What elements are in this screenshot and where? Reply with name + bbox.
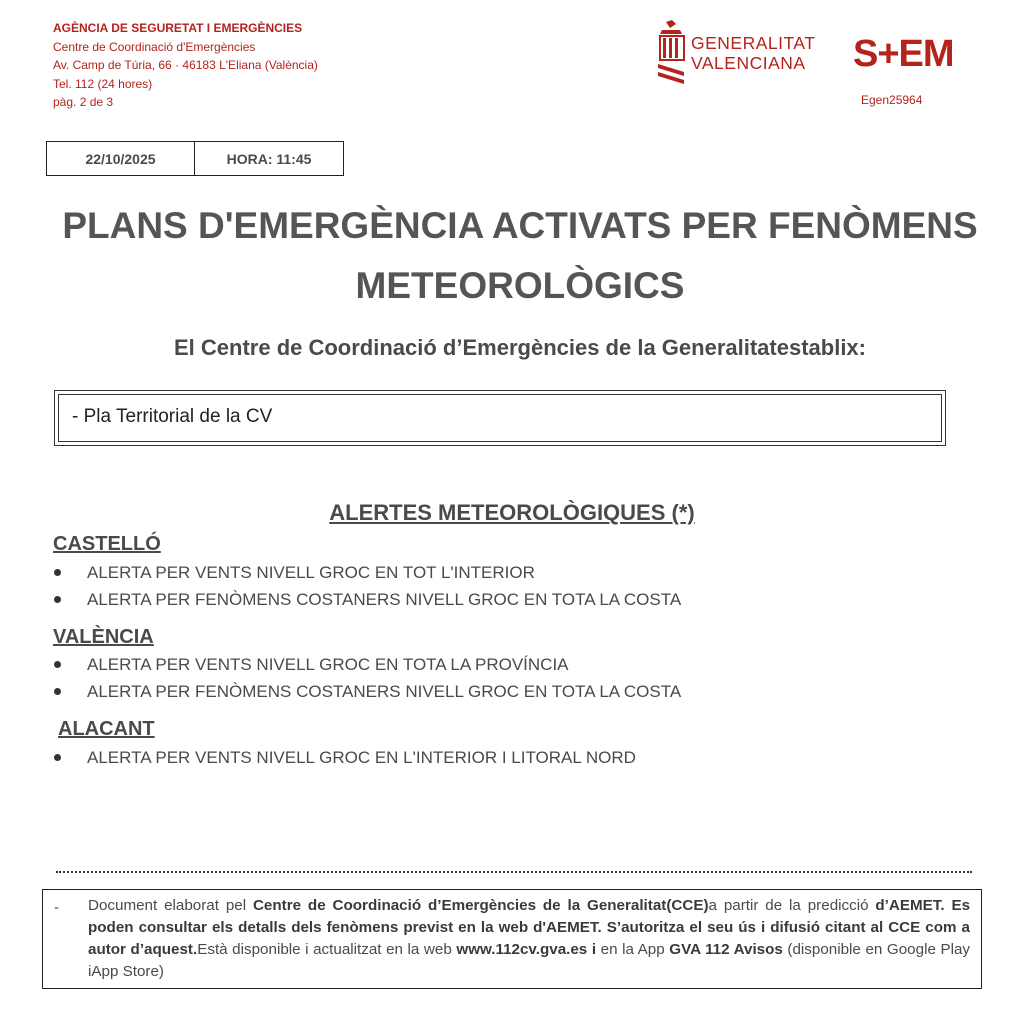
- subtitle: El Centre de Coordinació d’Emergències de la Generalitatestablix:: [174, 335, 866, 360]
- page-number: pàg. 2 de 3: [53, 95, 114, 109]
- footer-part: Document elaborat pel: [88, 897, 253, 914]
- centre-name: Centre de Coordinació d'Emergències: [53, 39, 256, 54]
- time-cell: HORA: 11:45: [226, 150, 312, 167]
- footer-note: [42, 889, 982, 989]
- website-link[interactable]: www.112cv.gva.es i: [456, 941, 597, 958]
- logo-line-2: VALENCIANA: [691, 53, 806, 73]
- footer-dash: -: [54, 899, 59, 916]
- bullet-icon: [54, 661, 61, 668]
- list-item: [0, 748, 1030, 770]
- document-id: Egen25964: [861, 93, 923, 107]
- app-name: GVA 112 Avisos: [669, 941, 783, 958]
- alert-text: ALERTA PER FENÒMENS COSTANERS NIVELL GROC EN TOTA LA COSTA: [87, 682, 682, 701]
- list-item: [0, 655, 1030, 677]
- list-item: [0, 590, 1030, 612]
- alerts-heading: ALERTES METEOROLÒGIQUES (*): [329, 500, 695, 525]
- bullet-icon: [54, 569, 61, 576]
- footer-bold-part: d’AEMET. Es poden consultar els detalls dels fenòmens previst en la web d'AEMET. S’autoritza el seu ús i difusió citant al CCE com a autor d’aquest.: [88, 897, 971, 958]
- footer-text: [88, 895, 970, 983]
- agency-name: AGÈNCIA DE SEGURETAT I EMERGÈNCIES: [53, 21, 303, 35]
- sem-logo: S+EM: [853, 33, 954, 75]
- bullet-icon: [54, 596, 61, 603]
- coat-of-arms-icon: [656, 20, 688, 86]
- bullet-icon: [54, 688, 61, 695]
- header-contact-block: [53, 19, 453, 112]
- province-heading: ALACANT: [58, 718, 155, 740]
- list-item: [0, 682, 1030, 704]
- generalitat-valenciana-logo: [656, 20, 826, 86]
- list-item: [0, 563, 1030, 585]
- bullet-icon: [54, 754, 61, 761]
- date-time-table: [46, 141, 344, 176]
- cce-name: Centre de Coordinació d’Emergències de la Generalitat(CCE): [252, 897, 709, 914]
- logo-line-1: GENERALITAT: [691, 33, 816, 53]
- active-plan: - Pla Territorial de la CV: [72, 406, 273, 427]
- active-plan-box: [54, 390, 946, 446]
- alert-text: ALERTA PER FENÒMENS COSTANERS NIVELL GROC EN TOTA LA COSTA: [87, 590, 682, 609]
- footer-part: a partir de la predicció: [708, 897, 876, 914]
- page-title: PLANS D'EMERGÈNCIA ACTIVATS PER FENÒMENS METEOROLÒGICS: [62, 205, 978, 306]
- province-heading: CASTELLÓ: [53, 533, 161, 555]
- alert-text: ALERTA PER VENTS NIVELL GROC EN TOTA LA PROVÍNCIA: [87, 655, 569, 674]
- phone: Tel. 112 (24 hores): [53, 76, 153, 91]
- footer-part: (disponible en Google Play iApp Store): [88, 941, 971, 980]
- address: Av. Camp de Túria, 66 · 46183 L'Eliana (València): [53, 58, 318, 72]
- dotted-divider: [56, 871, 972, 873]
- alert-text: ALERTA PER VENTS NIVELL GROC EN TOT L'INTERIOR: [87, 563, 535, 582]
- alert-text: ALERTA PER VENTS NIVELL GROC EN L'INTERIOR I LITORAL NORD: [87, 748, 636, 767]
- province-heading: VALÈNCIA: [53, 626, 154, 648]
- footer-part: Està disponible i actualitzat en la web: [197, 941, 457, 958]
- date-cell: 22/10/2025: [47, 142, 195, 175]
- footer-part: en la App: [596, 941, 670, 958]
